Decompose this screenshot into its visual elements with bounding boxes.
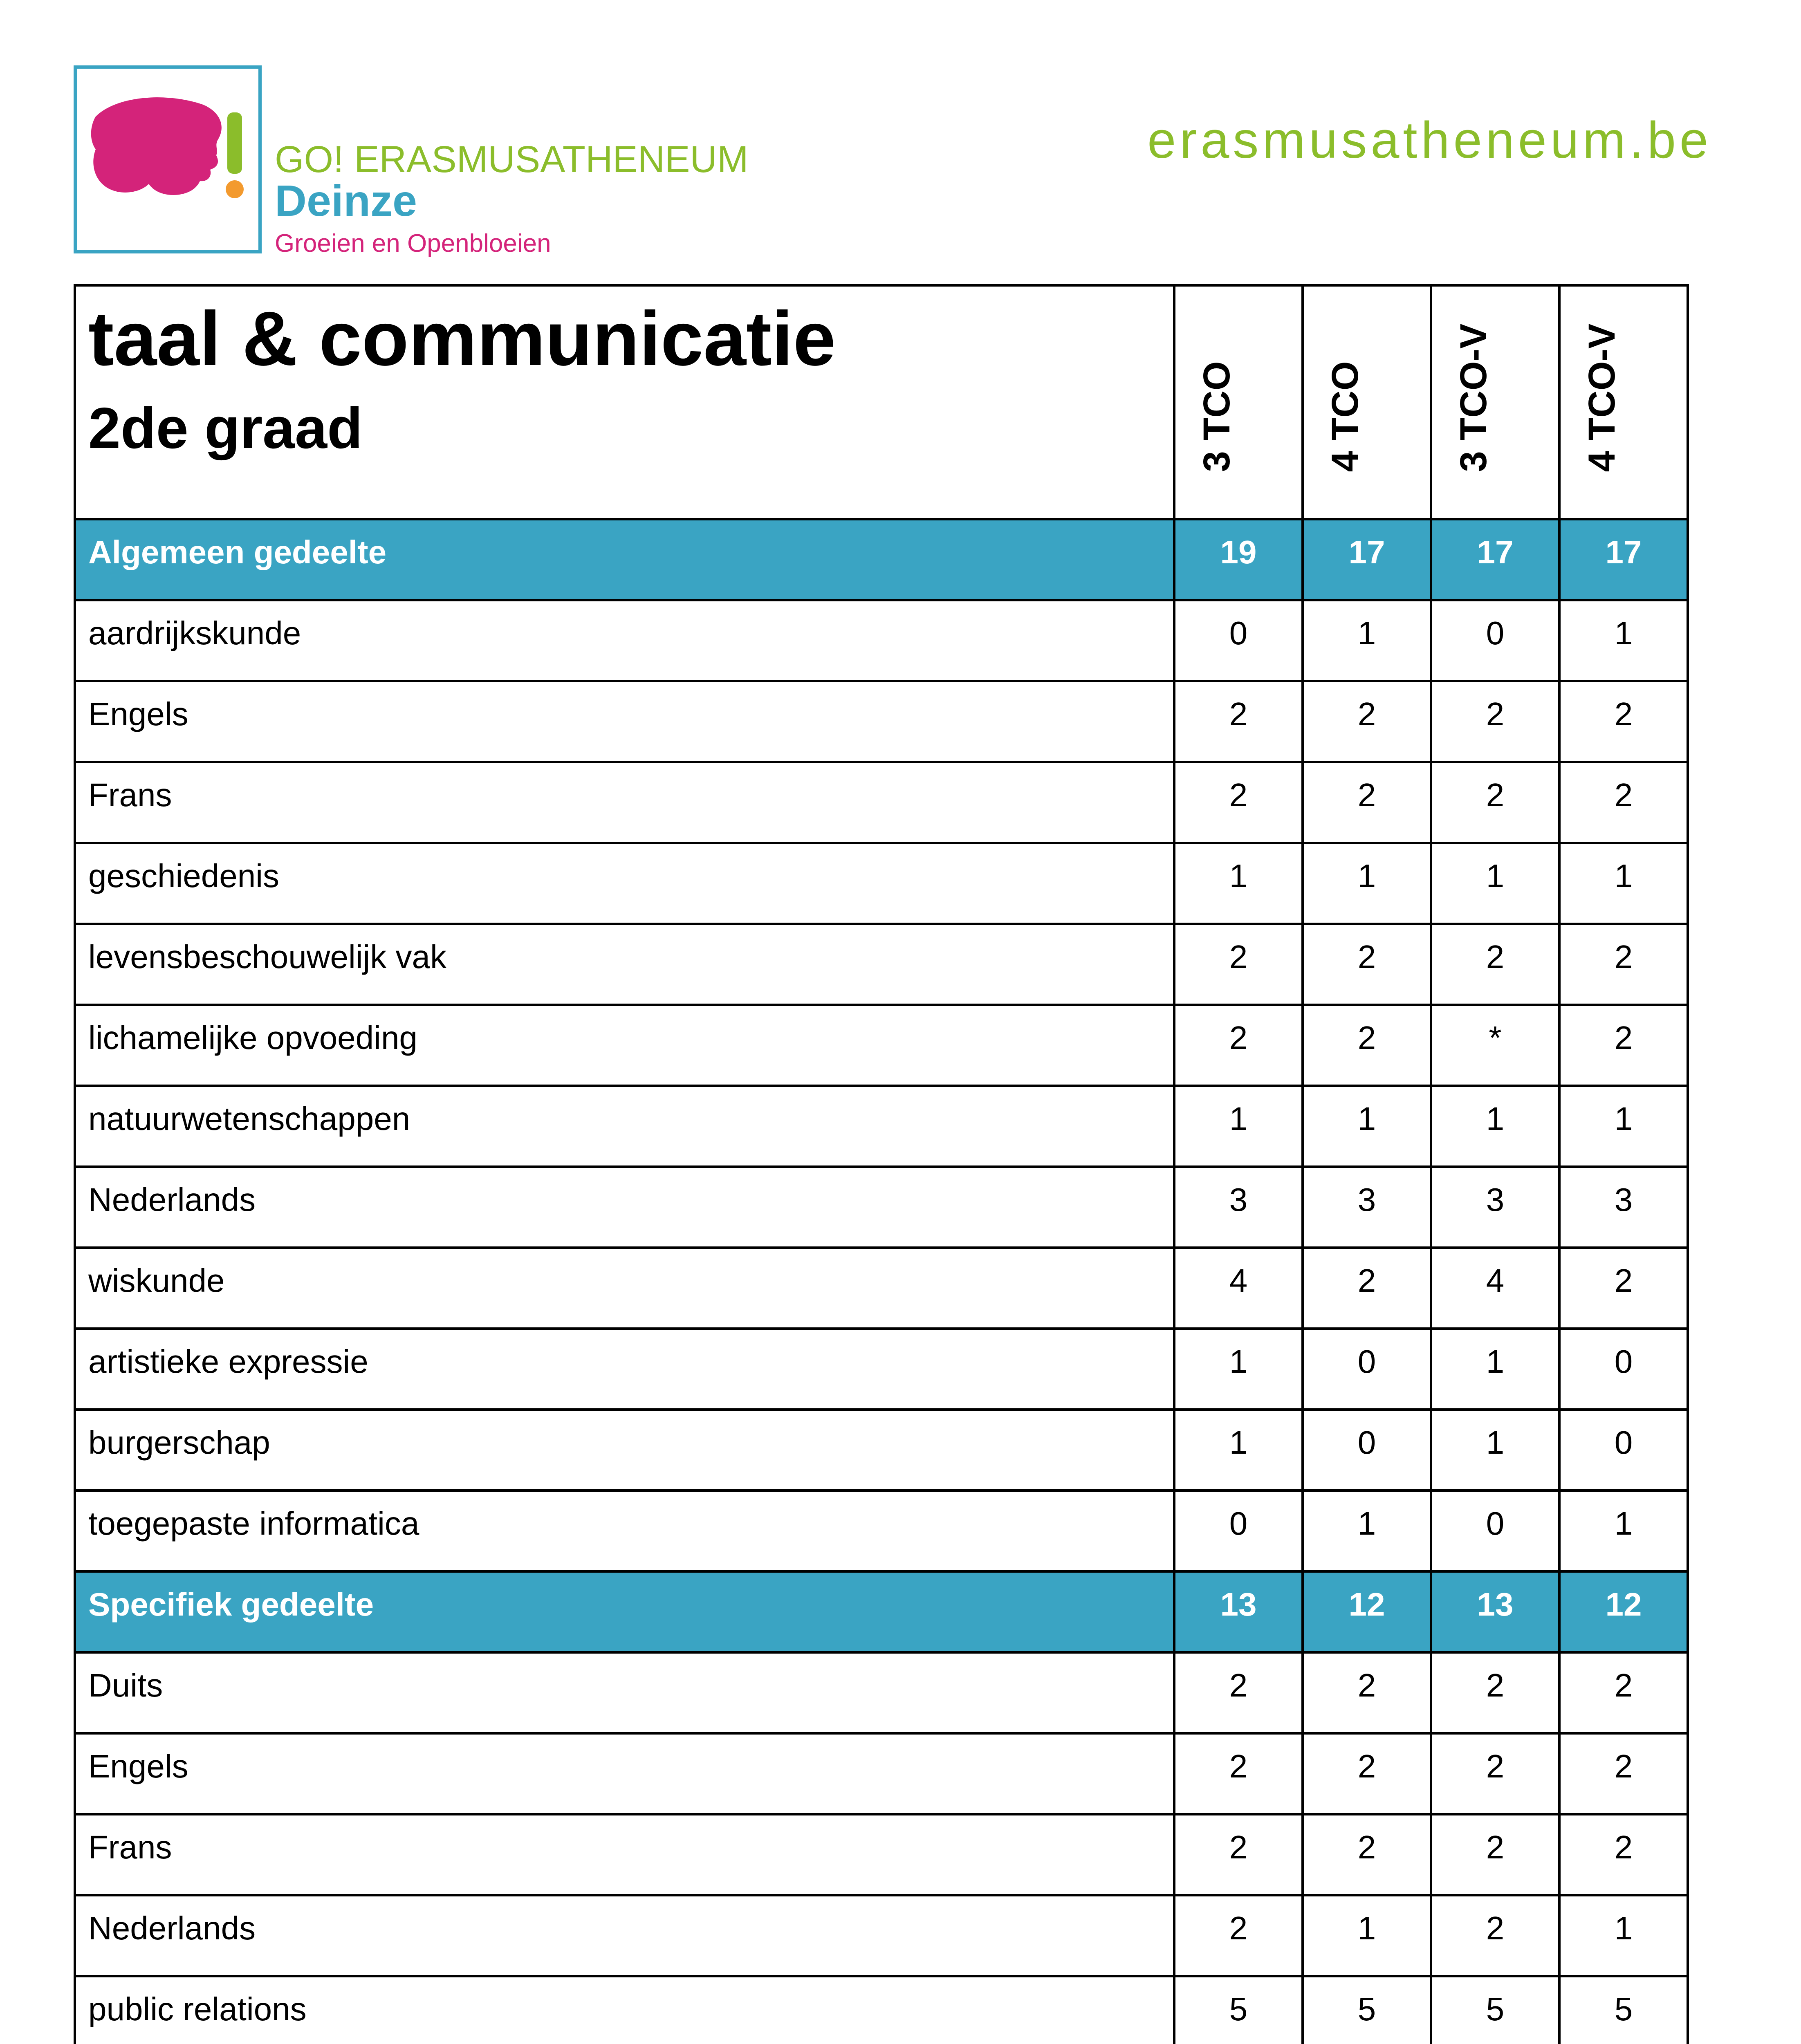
hours-cell: 3 [1174, 1167, 1303, 1248]
hours-cell: 0 [1303, 1329, 1431, 1410]
hours-cell: 1 [1303, 843, 1431, 924]
column-header-label: 3 TCO-V [1453, 323, 1494, 472]
subject-name: Algemeen gedeelte [75, 519, 1174, 600]
hours-cell: 2 [1303, 1652, 1431, 1733]
hours-cell: 0 [1559, 1329, 1688, 1410]
hours-cell: 0 [1431, 600, 1559, 681]
hours-cell: 1 [1303, 1086, 1431, 1167]
hours-cell: 1 [1174, 1086, 1303, 1167]
hours-cell: 5 [1559, 1976, 1688, 2044]
subject-name: Nederlands [75, 1167, 1174, 1248]
subject-name: Duits [75, 1652, 1174, 1733]
hours-cell: 1 [1559, 1490, 1688, 1571]
column-header [1431, 285, 1559, 519]
hours-cell: 5 [1174, 1976, 1303, 2044]
table-row [75, 600, 1688, 681]
hours-cell: 2 [1303, 924, 1431, 1005]
subject-name: Frans [75, 762, 1174, 843]
hours-cell: 17 [1559, 519, 1688, 600]
hours-cell: 2 [1303, 762, 1431, 843]
hours-cell: 2 [1174, 1895, 1303, 1976]
hours-cell: 2 [1174, 681, 1303, 762]
table-row [75, 1086, 1688, 1167]
hours-cell: 5 [1303, 1976, 1431, 2044]
logo-tagline: Groeien en Openbloeien [275, 229, 551, 258]
subject-name: lichamelijke opvoeding [75, 1005, 1174, 1086]
hours-cell: 1 [1431, 1329, 1559, 1410]
subject-name: aardrijkskunde [75, 600, 1174, 681]
hours-cell: 2 [1559, 1652, 1688, 1733]
table-row [75, 1652, 1688, 1733]
hours-cell: 2 [1174, 1005, 1303, 1086]
hours-cell: 2 [1431, 1652, 1559, 1733]
hours-cell: 2 [1174, 1652, 1303, 1733]
table-row [75, 1005, 1688, 1086]
hours-cell: 3 [1303, 1167, 1431, 1248]
table-row [75, 1410, 1688, 1490]
table-row [75, 1490, 1688, 1571]
table-header-row [75, 285, 1688, 519]
section-header-row [75, 1571, 1688, 1652]
hours-cell: 1 [1303, 1490, 1431, 1571]
hours-cell: 13 [1174, 1571, 1303, 1652]
column-header-label: 3 TCO [1196, 361, 1238, 472]
hours-cell: 0 [1431, 1490, 1559, 1571]
hours-cell: 4 [1431, 1248, 1559, 1329]
hours-cell: 3 [1431, 1167, 1559, 1248]
table-row [75, 762, 1688, 843]
hours-cell: 2 [1431, 1814, 1559, 1895]
table-row [75, 843, 1688, 924]
table-row [75, 1814, 1688, 1895]
hours-cell: 0 [1174, 600, 1303, 681]
table-row [75, 1167, 1688, 1248]
table-row [75, 1248, 1688, 1329]
hours-cell: 2 [1303, 681, 1431, 762]
hours-cell: 2 [1431, 924, 1559, 1005]
subject-name: public relations [75, 1976, 1174, 2044]
page-title: taal & communicatie [88, 296, 836, 381]
hours-cell: 1 [1559, 843, 1688, 924]
subject-name: Engels [75, 1733, 1174, 1814]
hours-cell: 3 [1559, 1167, 1688, 1248]
section-header-row [75, 519, 1688, 600]
hours-cell: 1 [1559, 600, 1688, 681]
hours-cell: 2 [1431, 681, 1559, 762]
hours-cell: 1 [1303, 1895, 1431, 1976]
subject-name: wiskunde [75, 1248, 1174, 1329]
table-row [75, 924, 1688, 1005]
hours-cell: 1 [1174, 843, 1303, 924]
hours-cell: 2 [1303, 1814, 1431, 1895]
subject-name: Nederlands [75, 1895, 1174, 1976]
hours-cell: 1 [1431, 1086, 1559, 1167]
hours-cell: 0 [1559, 1410, 1688, 1490]
subject-name: Specifiek gedeelte [75, 1571, 1174, 1652]
hours-cell: 0 [1174, 1490, 1303, 1571]
hours-cell: 2 [1174, 1733, 1303, 1814]
column-header [1174, 285, 1303, 519]
column-header-label: 4 TCO [1324, 361, 1366, 472]
head-profile-icon [79, 88, 267, 206]
hours-cell: 2 [1431, 1895, 1559, 1976]
subject-name: Engels [75, 681, 1174, 762]
table-row [75, 1329, 1688, 1410]
hours-cell: 2 [1174, 1814, 1303, 1895]
page-subtitle: 2de graad [88, 395, 363, 461]
hours-cell: 2 [1174, 762, 1303, 843]
column-header [1303, 285, 1431, 519]
column-header-label: 4 TCO-V [1581, 323, 1623, 472]
hours-cell: * [1431, 1005, 1559, 1086]
subject-name: toegepaste informatica [75, 1490, 1174, 1571]
hours-cell: 19 [1174, 519, 1303, 600]
hours-cell: 2 [1431, 762, 1559, 843]
hours-cell: 2 [1559, 1005, 1688, 1086]
hours-cell: 1 [1559, 1895, 1688, 1976]
school-logo [74, 65, 749, 262]
table-row [75, 1733, 1688, 1814]
table-row [75, 1895, 1688, 1976]
hours-cell: 0 [1303, 1410, 1431, 1490]
subject-name: Frans [75, 1814, 1174, 1895]
hours-cell: 2 [1559, 1248, 1688, 1329]
hours-cell: 5 [1431, 1976, 1559, 2044]
subject-name: burgerschap [75, 1410, 1174, 1490]
hours-cell: 2 [1559, 1733, 1688, 1814]
hours-cell: 2 [1303, 1005, 1431, 1086]
hours-cell: 1 [1431, 843, 1559, 924]
table-body [75, 519, 1688, 2044]
hours-cell: 2 [1303, 1248, 1431, 1329]
hours-cell: 17 [1303, 519, 1431, 600]
subject-name: geschiedenis [75, 843, 1174, 924]
lesson-table [74, 284, 1687, 2044]
website-link[interactable]: erasmusatheneum.be [1147, 111, 1712, 169]
subject-name: natuurwetenschappen [75, 1086, 1174, 1167]
hours-cell: 12 [1559, 1571, 1688, 1652]
title-cell [75, 285, 1174, 519]
hours-cell: 2 [1559, 681, 1688, 762]
hours-cell: 17 [1431, 519, 1559, 600]
hours-cell: 2 [1174, 924, 1303, 1005]
hours-cell: 1 [1174, 1329, 1303, 1410]
hours-cell: 12 [1303, 1571, 1431, 1652]
hours-cell: 2 [1303, 1733, 1431, 1814]
hours-cell: 1 [1174, 1410, 1303, 1490]
hours-cell: 2 [1559, 762, 1688, 843]
table-row [75, 1976, 1688, 2044]
subject-name: artistieke expressie [75, 1329, 1174, 1410]
hours-cell: 4 [1174, 1248, 1303, 1329]
subject-name: levensbeschouwelijk vak [75, 924, 1174, 1005]
hours-cell: 1 [1559, 1086, 1688, 1167]
logo-city: Deinze [275, 176, 417, 225]
hours-cell: 1 [1303, 600, 1431, 681]
hours-cell: 2 [1559, 924, 1688, 1005]
logo-school-name: GO! ERASMUSATHENEUM [275, 139, 749, 180]
table-row [75, 681, 1688, 762]
hours-cell: 1 [1431, 1410, 1559, 1490]
hours-cell: 13 [1431, 1571, 1559, 1652]
hours-cell: 2 [1431, 1733, 1559, 1814]
hours-cell: 2 [1559, 1814, 1688, 1895]
column-header [1559, 285, 1688, 519]
